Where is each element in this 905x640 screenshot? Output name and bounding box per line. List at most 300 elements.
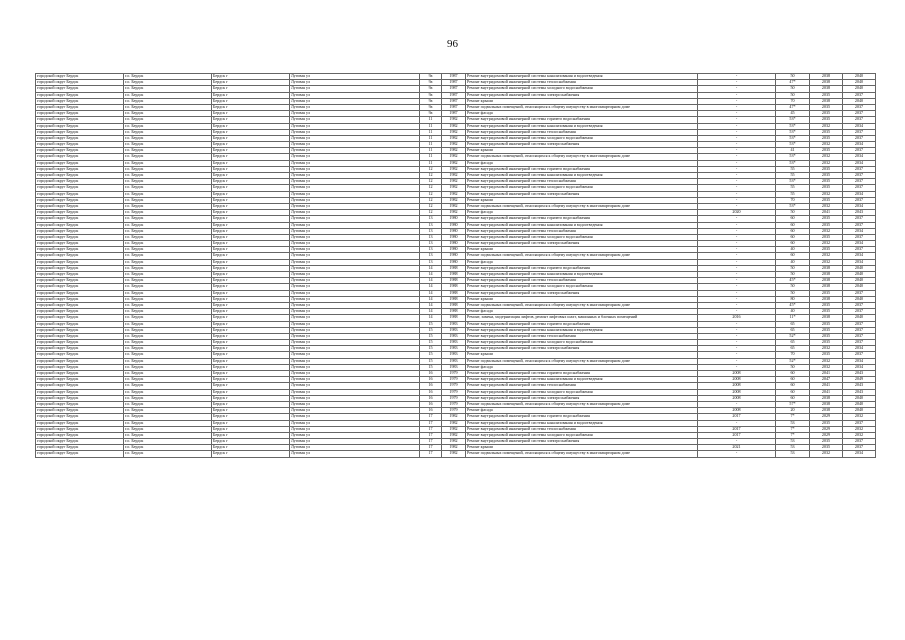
cell-street: Луговая ул (290, 290, 420, 296)
cell-period-end: 2040 (843, 272, 876, 278)
cell-street: Луговая ул (290, 129, 420, 135)
cell-period-end: 2040 (843, 284, 876, 290)
cell-work-type: Ремонт внутридомовой инженерной системы горячего водоснабжения (466, 321, 698, 327)
cell-city: Бердск г (212, 296, 290, 302)
cell-city: Бердск г (212, 173, 290, 179)
cell-house-number: 13 (420, 259, 442, 265)
cell-district: городской округ Бердск (36, 371, 124, 377)
cell-work-type: Ремонт внутридомовой инженерной системы теплоснабжения (466, 278, 698, 284)
cell-build-year: 1979 (442, 395, 466, 401)
cell-period-end: 2034 (843, 123, 876, 129)
cell-period-start: 2032 (810, 358, 843, 364)
cell-period-end: 2040 (843, 401, 876, 407)
cell-period-end: 2037 (843, 309, 876, 315)
cell-house-number: 14 (420, 315, 442, 321)
cell-street: Луговая ул (290, 321, 420, 327)
cell-period-start: 2029 (810, 432, 843, 438)
cell-house-number: 13 (420, 216, 442, 222)
cell-street: Луговая ул (290, 439, 420, 445)
cell-previous-repair-year: - (698, 135, 776, 141)
cell-city-type: г.о. Бердск (124, 86, 212, 92)
cell-period-end: 2037 (843, 321, 876, 327)
cell-house-number: 14 (420, 296, 442, 302)
cell-period-end: 2037 (843, 166, 876, 172)
cell-previous-repair-year: 2017 (698, 432, 776, 438)
cell-street: Луговая ул (290, 197, 420, 203)
cell-district: городской округ Бердск (36, 154, 124, 160)
cell-district: городской округ Бердск (36, 129, 124, 135)
cell-previous-repair-year: - (698, 86, 776, 92)
cell-period-end: 2034 (843, 364, 876, 370)
cell-city: Бердск г (212, 148, 290, 154)
cell-city-type: г.о. Бердск (124, 284, 212, 290)
cell-city-type: г.о. Бердск (124, 222, 212, 228)
cell-period-start: 2038 (810, 86, 843, 92)
cell-city-type: г.о. Бердск (124, 290, 212, 296)
cell-street: Луговая ул (290, 302, 420, 308)
cell-city-type: г.о. Бердск (124, 111, 212, 117)
cell-house-number: 16 (420, 395, 442, 401)
cell-period-end: 2037 (843, 148, 876, 154)
cell-city-type: г.о. Бердск (124, 401, 212, 407)
cell-build-year: 1980 (442, 222, 466, 228)
cell-street: Луговая ул (290, 340, 420, 346)
cell-service-life: 50 (776, 265, 810, 271)
cell-period-end: 2037 (843, 302, 876, 308)
cell-service-life: 60 (776, 371, 810, 377)
cell-house-number: 14 (420, 290, 442, 296)
cell-service-life: 50 (776, 74, 810, 80)
cell-city: Бердск г (212, 166, 290, 172)
cell-service-life: 53 (776, 420, 810, 426)
cell-work-type: Ремонт крыши (466, 247, 698, 253)
cell-street: Луговая ул (290, 104, 420, 110)
cell-period-end: 2040 (843, 265, 876, 271)
cell-city-type: г.о. Бердск (124, 315, 212, 321)
cell-work-type: Ремонт подвальных помещений, относящихся к общему имуществу в многоквартирном доме (466, 451, 698, 457)
cell-period-start: 2029 (810, 414, 843, 420)
cell-build-year: 1980 (442, 228, 466, 234)
cell-build-year: 1982 (442, 414, 466, 420)
cell-period-start: 2032 (810, 191, 843, 197)
cell-city-type: г.о. Бердск (124, 358, 212, 364)
cell-city: Бердск г (212, 439, 290, 445)
cell-house-number: 14 (420, 272, 442, 278)
cell-street: Луговая ул (290, 420, 420, 426)
cell-city-type: г.о. Бердск (124, 302, 212, 308)
cell-build-year: 1983 (442, 327, 466, 333)
cell-period-start: 2035 (810, 129, 843, 135)
cell-city-type: г.о. Бердск (124, 191, 212, 197)
cell-build-year: 1988 (442, 284, 466, 290)
cell-work-type: Ремонт фасада (466, 160, 698, 166)
cell-build-year: 1988 (442, 315, 466, 321)
cell-build-year: 1980 (442, 253, 466, 259)
cell-city-type: г.о. Бердск (124, 383, 212, 389)
cell-period-end: 2034 (843, 241, 876, 247)
cell-street: Луговая ул (290, 352, 420, 358)
cell-build-year: 1982 (442, 185, 466, 191)
cell-period-start: 2032 (810, 142, 843, 148)
cell-service-life: 53 (776, 445, 810, 451)
cell-period-start: 2035 (810, 117, 843, 123)
cell-period-start: 2035 (810, 185, 843, 191)
cell-previous-repair-year: 2017 (698, 414, 776, 420)
cell-previous-repair-year: - (698, 278, 776, 284)
cell-city: Бердск г (212, 111, 290, 117)
cell-service-life: 65 (776, 321, 810, 327)
cell-house-number: 9а (420, 92, 442, 98)
cell-house-number: 17 (420, 451, 442, 457)
cell-work-type: Ремонт внутридомовой инженерной системы теплоснабжения (466, 383, 698, 389)
cell-house-number: 16 (420, 383, 442, 389)
cell-service-life: 50 (776, 86, 810, 92)
cell-street: Луговая ул (290, 426, 420, 432)
cell-previous-repair-year: - (698, 142, 776, 148)
cell-city-type: г.о. Бердск (124, 426, 212, 432)
cell-street: Луговая ул (290, 111, 420, 117)
cell-city-type: г.о. Бердск (124, 123, 212, 129)
cell-district: городской округ Бердск (36, 111, 124, 117)
cell-previous-repair-year: - (698, 129, 776, 135)
cell-period-start: 2035 (810, 309, 843, 315)
cell-city-type: г.о. Бердск (124, 364, 212, 370)
cell-previous-repair-year: - (698, 185, 776, 191)
cell-city-type: г.о. Бердск (124, 309, 212, 315)
cell-work-type: Ремонт крыши (466, 148, 698, 154)
cell-period-end: 2040 (843, 80, 876, 86)
cell-house-number: 14 (420, 284, 442, 290)
cell-street: Луговая ул (290, 241, 420, 247)
cell-period-start: 2038 (810, 284, 843, 290)
cell-street: Луговая ул (290, 222, 420, 228)
cell-build-year: 1982 (442, 191, 466, 197)
cell-city-type: г.о. Бердск (124, 129, 212, 135)
cell-house-number: 13 (420, 222, 442, 228)
cell-period-end: 2034 (843, 160, 876, 166)
cell-previous-repair-year: - (698, 333, 776, 339)
cell-city: Бердск г (212, 234, 290, 240)
cell-service-life: 50 (776, 210, 810, 216)
cell-work-type: Ремонт внутридомовой инженерной системы канализования и водоотведения (466, 74, 698, 80)
cell-period-start: 2035 (810, 166, 843, 172)
cell-city-type: г.о. Бердск (124, 371, 212, 377)
cell-service-life: 40 (776, 247, 810, 253)
cell-street: Луговая ул (290, 358, 420, 364)
cell-street: Луговая ул (290, 265, 420, 271)
cell-build-year: 1987 (442, 111, 466, 117)
cell-city: Бердск г (212, 401, 290, 407)
cell-build-year: 1979 (442, 408, 466, 414)
cell-service-life: 45* (776, 278, 810, 284)
cell-district: городской округ Бердск (36, 346, 124, 352)
cell-city: Бердск г (212, 389, 290, 395)
cell-city: Бердск г (212, 346, 290, 352)
cell-period-end: 2037 (843, 179, 876, 185)
cell-street: Луговая ул (290, 315, 420, 321)
cell-period-end: 2032 (843, 432, 876, 438)
cell-city-type: г.о. Бердск (124, 160, 212, 166)
cell-period-start: 2035 (810, 352, 843, 358)
cell-city: Бердск г (212, 135, 290, 141)
cell-period-end: 2037 (843, 327, 876, 333)
cell-house-number: 11 (420, 154, 442, 160)
cell-city-type: г.о. Бердск (124, 117, 212, 123)
cell-build-year: 1988 (442, 265, 466, 271)
cell-period-start: 2038 (810, 272, 843, 278)
cell-city-type: г.о. Бердск (124, 278, 212, 284)
cell-district: городской округ Бердск (36, 265, 124, 271)
cell-street: Луговая ул (290, 377, 420, 383)
cell-city: Бердск г (212, 445, 290, 451)
cell-period-start: 2035 (810, 92, 843, 98)
cell-previous-repair-year: - (698, 117, 776, 123)
cell-work-type: Ремонт внутридомовой инженерной системы электроснабжения (466, 92, 698, 98)
cell-period-end: 2034 (843, 346, 876, 352)
cell-work-type: Ремонт крыши (466, 98, 698, 104)
cell-house-number: 13 (420, 228, 442, 234)
cell-service-life: 55 (776, 166, 810, 172)
cell-period-end: 2037 (843, 420, 876, 426)
cell-previous-repair-year: 2008 (698, 408, 776, 414)
cell-street: Луговая ул (290, 123, 420, 129)
cell-previous-repair-year: - (698, 358, 776, 364)
cell-work-type: Ремонт внутридомовой инженерной системы холодного водоснабжения (466, 86, 698, 92)
cell-period-end: 2037 (843, 222, 876, 228)
cell-district: городской округ Бердск (36, 414, 124, 420)
cell-work-type: Ремонт подвальных помещений, относящихся к общему имуществу в многоквартирном доме (466, 154, 698, 160)
cell-city-type: г.о. Бердск (124, 185, 212, 191)
cell-work-type: Ремонт внутридомовой инженерной системы канализования и водоотведения (466, 222, 698, 228)
cell-city-type: г.о. Бердск (124, 395, 212, 401)
cell-house-number: 12 (420, 203, 442, 209)
cell-street: Луговая ул (290, 74, 420, 80)
cell-period-end: 2040 (843, 74, 876, 80)
cell-work-type: Ремонт внутридомовой инженерной системы холодного водоснабжения (466, 284, 698, 290)
cell-build-year: 1979 (442, 389, 466, 395)
cell-period-end: 2032 (843, 414, 876, 420)
cell-street: Луговая ул (290, 191, 420, 197)
cell-city: Бердск г (212, 309, 290, 315)
cell-service-life: 50 (776, 290, 810, 296)
cell-district: городской округ Бердск (36, 216, 124, 222)
cell-service-life: 45 (776, 111, 810, 117)
cell-build-year: 1987 (442, 86, 466, 92)
cell-previous-repair-year: - (698, 309, 776, 315)
cell-city-type: г.о. Бердск (124, 439, 212, 445)
cell-build-year: 1982 (442, 117, 466, 123)
cell-period-start: 2035 (810, 247, 843, 253)
cell-city-type: г.о. Бердск (124, 253, 212, 259)
cell-street: Луговая ул (290, 414, 420, 420)
cell-build-year: 1987 (442, 104, 466, 110)
cell-period-start: 2035 (810, 290, 843, 296)
cell-work-type: Ремонт крыши (466, 296, 698, 302)
cell-street: Луговая ул (290, 327, 420, 333)
cell-period-end: 2049 (843, 377, 876, 383)
cell-house-number: 12 (420, 191, 442, 197)
cell-district: городской округ Бердск (36, 315, 124, 321)
cell-house-number: 15 (420, 352, 442, 358)
cell-house-number: 13 (420, 241, 442, 247)
cell-street: Луговая ул (290, 284, 420, 290)
cell-street: Луговая ул (290, 408, 420, 414)
cell-work-type: Ремонт внутридомовой инженерной системы горячего водоснабжения (466, 265, 698, 271)
cell-house-number: 9а (420, 111, 442, 117)
cell-city: Бердск г (212, 203, 290, 209)
cell-previous-repair-year: - (698, 241, 776, 247)
cell-work-type: Ремонт внутридомовой инженерной системы электроснабжения (466, 346, 698, 352)
cell-district: городской округ Бердск (36, 222, 124, 228)
cell-district: городской округ Бердск (36, 445, 124, 451)
cell-build-year: 1979 (442, 401, 466, 407)
cell-build-year: 1982 (442, 142, 466, 148)
cell-work-type: Ремонт внутридомовой инженерной системы холодного водоснабжения (466, 234, 698, 240)
cell-work-type: Ремонт внутридомовой инженерной системы теплоснабжения (466, 333, 698, 339)
cell-city: Бердск г (212, 420, 290, 426)
cell-service-life: 53* (776, 160, 810, 166)
cell-house-number: 11 (420, 123, 442, 129)
cell-build-year: 1988 (442, 302, 466, 308)
cell-district: городской округ Бердск (36, 135, 124, 141)
cell-previous-repair-year: - (698, 247, 776, 253)
cell-build-year: 1988 (442, 309, 466, 315)
cell-street: Луговая ул (290, 451, 420, 457)
cell-period-start: 2038 (810, 296, 843, 302)
cell-district: городской округ Бердск (36, 284, 124, 290)
cell-service-life: 70 (776, 98, 810, 104)
cell-period-end: 2037 (843, 340, 876, 346)
cell-house-number: 14 (420, 302, 442, 308)
cell-city-type: г.о. Бердск (124, 135, 212, 141)
cell-street: Луговая ул (290, 185, 420, 191)
cell-period-start: 2032 (810, 364, 843, 370)
cell-house-number: 9а (420, 80, 442, 86)
cell-previous-repair-year: - (698, 265, 776, 271)
cell-street: Луговая ул (290, 142, 420, 148)
cell-district: городской округ Бердск (36, 173, 124, 179)
cell-district: городской округ Бердск (36, 364, 124, 370)
cell-house-number: 12 (420, 197, 442, 203)
cell-period-start: 2035 (810, 333, 843, 339)
cell-build-year: 1979 (442, 377, 466, 383)
cell-period-end: 2037 (843, 173, 876, 179)
cell-period-end: 2037 (843, 117, 876, 123)
cell-district: городской округ Бердск (36, 290, 124, 296)
cell-service-life: 11* (776, 315, 810, 321)
cell-build-year: 1979 (442, 371, 466, 377)
cell-service-life: 53* (776, 135, 810, 141)
cell-period-start: 2038 (810, 265, 843, 271)
cell-previous-repair-year: 2021 (698, 445, 776, 451)
cell-street: Луговая ул (290, 296, 420, 302)
cell-build-year: 1980 (442, 216, 466, 222)
cell-period-end: 2040 (843, 296, 876, 302)
cell-period-start: 2035 (810, 439, 843, 445)
cell-previous-repair-year: - (698, 352, 776, 358)
cell-build-year: 1980 (442, 234, 466, 240)
cell-city-type: г.о. Бердск (124, 420, 212, 426)
cell-build-year: 1982 (442, 166, 466, 172)
cell-build-year: 1982 (442, 123, 466, 129)
cell-city-type: г.о. Бердск (124, 346, 212, 352)
cell-city: Бердск г (212, 414, 290, 420)
cell-house-number: 11 (420, 142, 442, 148)
cell-period-end: 2037 (843, 234, 876, 240)
cell-work-type: Ремонт внутридомовой инженерной системы электроснабжения (466, 439, 698, 445)
cell-house-number: 13 (420, 253, 442, 259)
cell-period-end: 2037 (843, 92, 876, 98)
cell-service-life: 53* (776, 179, 810, 185)
cell-work-type: Ремонт внутридомовой инженерной системы горячего водоснабжения (466, 117, 698, 123)
cell-service-life: 53* (776, 123, 810, 129)
cell-work-type: Ремонт внутридомовой инженерной системы канализования и водоотведения (466, 272, 698, 278)
cell-service-life: 80 (776, 296, 810, 302)
cell-district: городской округ Бердск (36, 327, 124, 333)
cell-previous-repair-year: - (698, 173, 776, 179)
cell-street: Луговая ул (290, 432, 420, 438)
cell-district: городской округ Бердск (36, 247, 124, 253)
cell-house-number: 17 (420, 426, 442, 432)
cell-city-type: г.о. Бердск (124, 98, 212, 104)
cell-house-number: 17 (420, 445, 442, 451)
cell-street: Луговая ул (290, 272, 420, 278)
cell-service-life: 20 (776, 408, 810, 414)
cell-street: Луговая ул (290, 383, 420, 389)
cell-previous-repair-year: - (698, 253, 776, 259)
cell-district: городской округ Бердск (36, 389, 124, 395)
cell-street: Луговая ул (290, 395, 420, 401)
cell-house-number: 16 (420, 377, 442, 383)
cell-city-type: г.о. Бердск (124, 216, 212, 222)
cell-city: Бердск г (212, 333, 290, 339)
cell-street: Луговая ул (290, 135, 420, 141)
cell-period-start: 2032 (810, 228, 843, 234)
cell-period-end: 2037 (843, 111, 876, 117)
cell-period-end: 2037 (843, 135, 876, 141)
cell-previous-repair-year: 2008 (698, 383, 776, 389)
cell-service-life: 60 (776, 241, 810, 247)
cell-period-start: 2035 (810, 234, 843, 240)
cell-previous-repair-year: - (698, 327, 776, 333)
cell-service-life: 60 (776, 395, 810, 401)
cell-street: Луговая ул (290, 259, 420, 265)
cell-previous-repair-year: 2008 (698, 389, 776, 395)
cell-build-year: 1982 (442, 173, 466, 179)
cell-city: Бердск г (212, 247, 290, 253)
cell-street: Луговая ул (290, 117, 420, 123)
cell-period-start: 2032 (810, 451, 843, 457)
cell-house-number: 9а (420, 86, 442, 92)
cell-house-number: 12 (420, 173, 442, 179)
cell-city-type: г.о. Бердск (124, 451, 212, 457)
cell-house-number: 15 (420, 340, 442, 346)
cell-work-type: Ремонт внутридомовой инженерной системы электроснабжения (466, 290, 698, 296)
cell-city: Бердск г (212, 185, 290, 191)
cell-district: городской округ Бердск (36, 148, 124, 154)
cell-city-type: г.о. Бердск (124, 173, 212, 179)
cell-city-type: г.о. Бердск (124, 241, 212, 247)
cell-city-type: г.о. Бердск (124, 389, 212, 395)
cell-previous-repair-year: - (698, 92, 776, 98)
cell-city: Бердск г (212, 383, 290, 389)
cell-street: Луговая ул (290, 228, 420, 234)
cell-city: Бердск г (212, 321, 290, 327)
cell-period-start: 2038 (810, 401, 843, 407)
cell-house-number: 17 (420, 432, 442, 438)
cell-district: городской округ Бердск (36, 259, 124, 265)
cell-work-type: Ремонт внутридомовой инженерной системы электроснабжения (466, 191, 698, 197)
